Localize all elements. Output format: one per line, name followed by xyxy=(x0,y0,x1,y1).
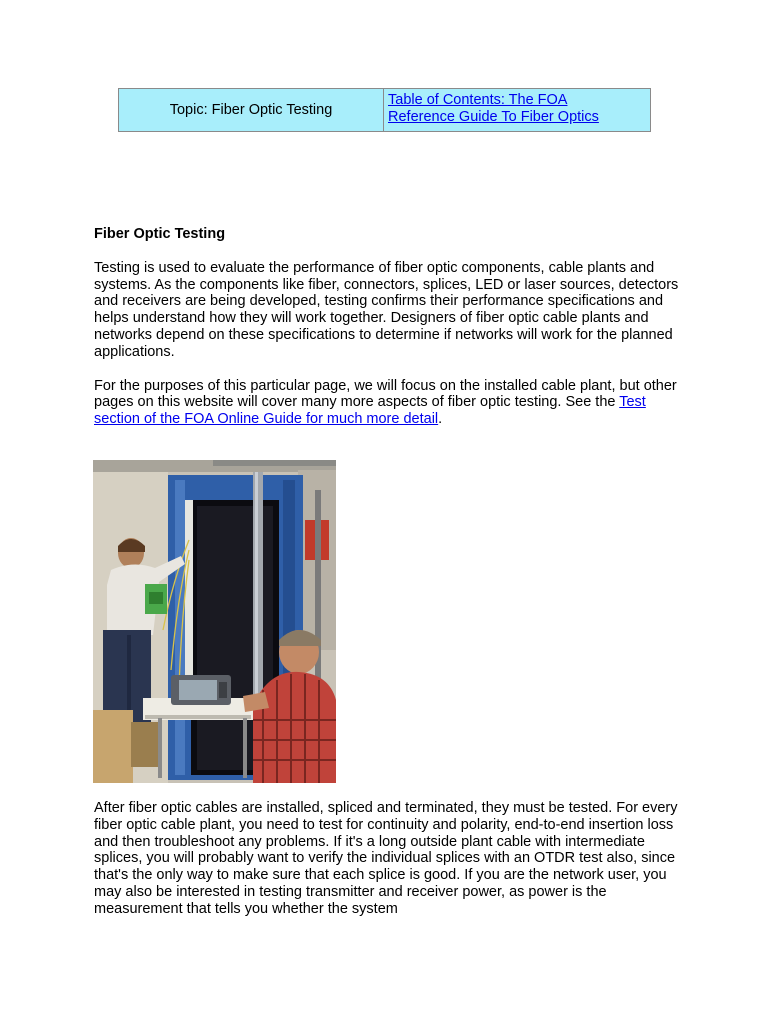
toc-link[interactable] xyxy=(388,92,599,125)
article-heading: Fiber Optic Testing xyxy=(94,226,226,242)
article-body xyxy=(94,226,684,445)
toc-cell xyxy=(384,89,650,131)
technicians-testing-photo xyxy=(93,460,336,783)
topic-header-table xyxy=(118,88,651,132)
test-section-link[interactable]: Test section of the FOA Online Guide for much more detail xyxy=(94,394,646,428)
intro-paragraph: Testing is used to evaluate the performance of fiber optic components, cable plants and systems. As the components like fiber, connectors, splices, LED or laser sources, detectors and receivers are being developed, testing confirms their performance specifications and helps understand how they will work together. Designers of fiber optic cable plants and networks depend on these specifications to determine if networks will work for the planned applications. xyxy=(94,259,679,360)
scope-text: For the purposes of this particular page, we will focus on the installed cable plant, but other pages on this website will cover many more aspects of fiber optic testing. See the xyxy=(94,377,677,411)
topic-label: Topic: Fiber Optic Testing xyxy=(119,89,384,131)
scope-end: . xyxy=(438,411,443,428)
testing-paragraph: After fiber optic cables are installed, spliced and terminated, they must be tested. For every fiber optic cable plant, you need to test for continuity and polarity, end-to-end insertion loss and then troubleshoot any problems. If it's a long outside plant cable with intermediate splices, you will probably want to verify the individual splices with an OTDR test also, since that's the only way to make sure that each splice is good. If you are the network user, you may also be interested in testing transmitter and receiver power, as power is the measurement that tells you whether the system xyxy=(94,800,678,917)
toc-link-line2: Reference Guide To Fiber Optics xyxy=(388,109,599,125)
scope-paragraph xyxy=(94,378,684,428)
toc-link-line1: Table of Contents: The FOA xyxy=(388,92,568,108)
